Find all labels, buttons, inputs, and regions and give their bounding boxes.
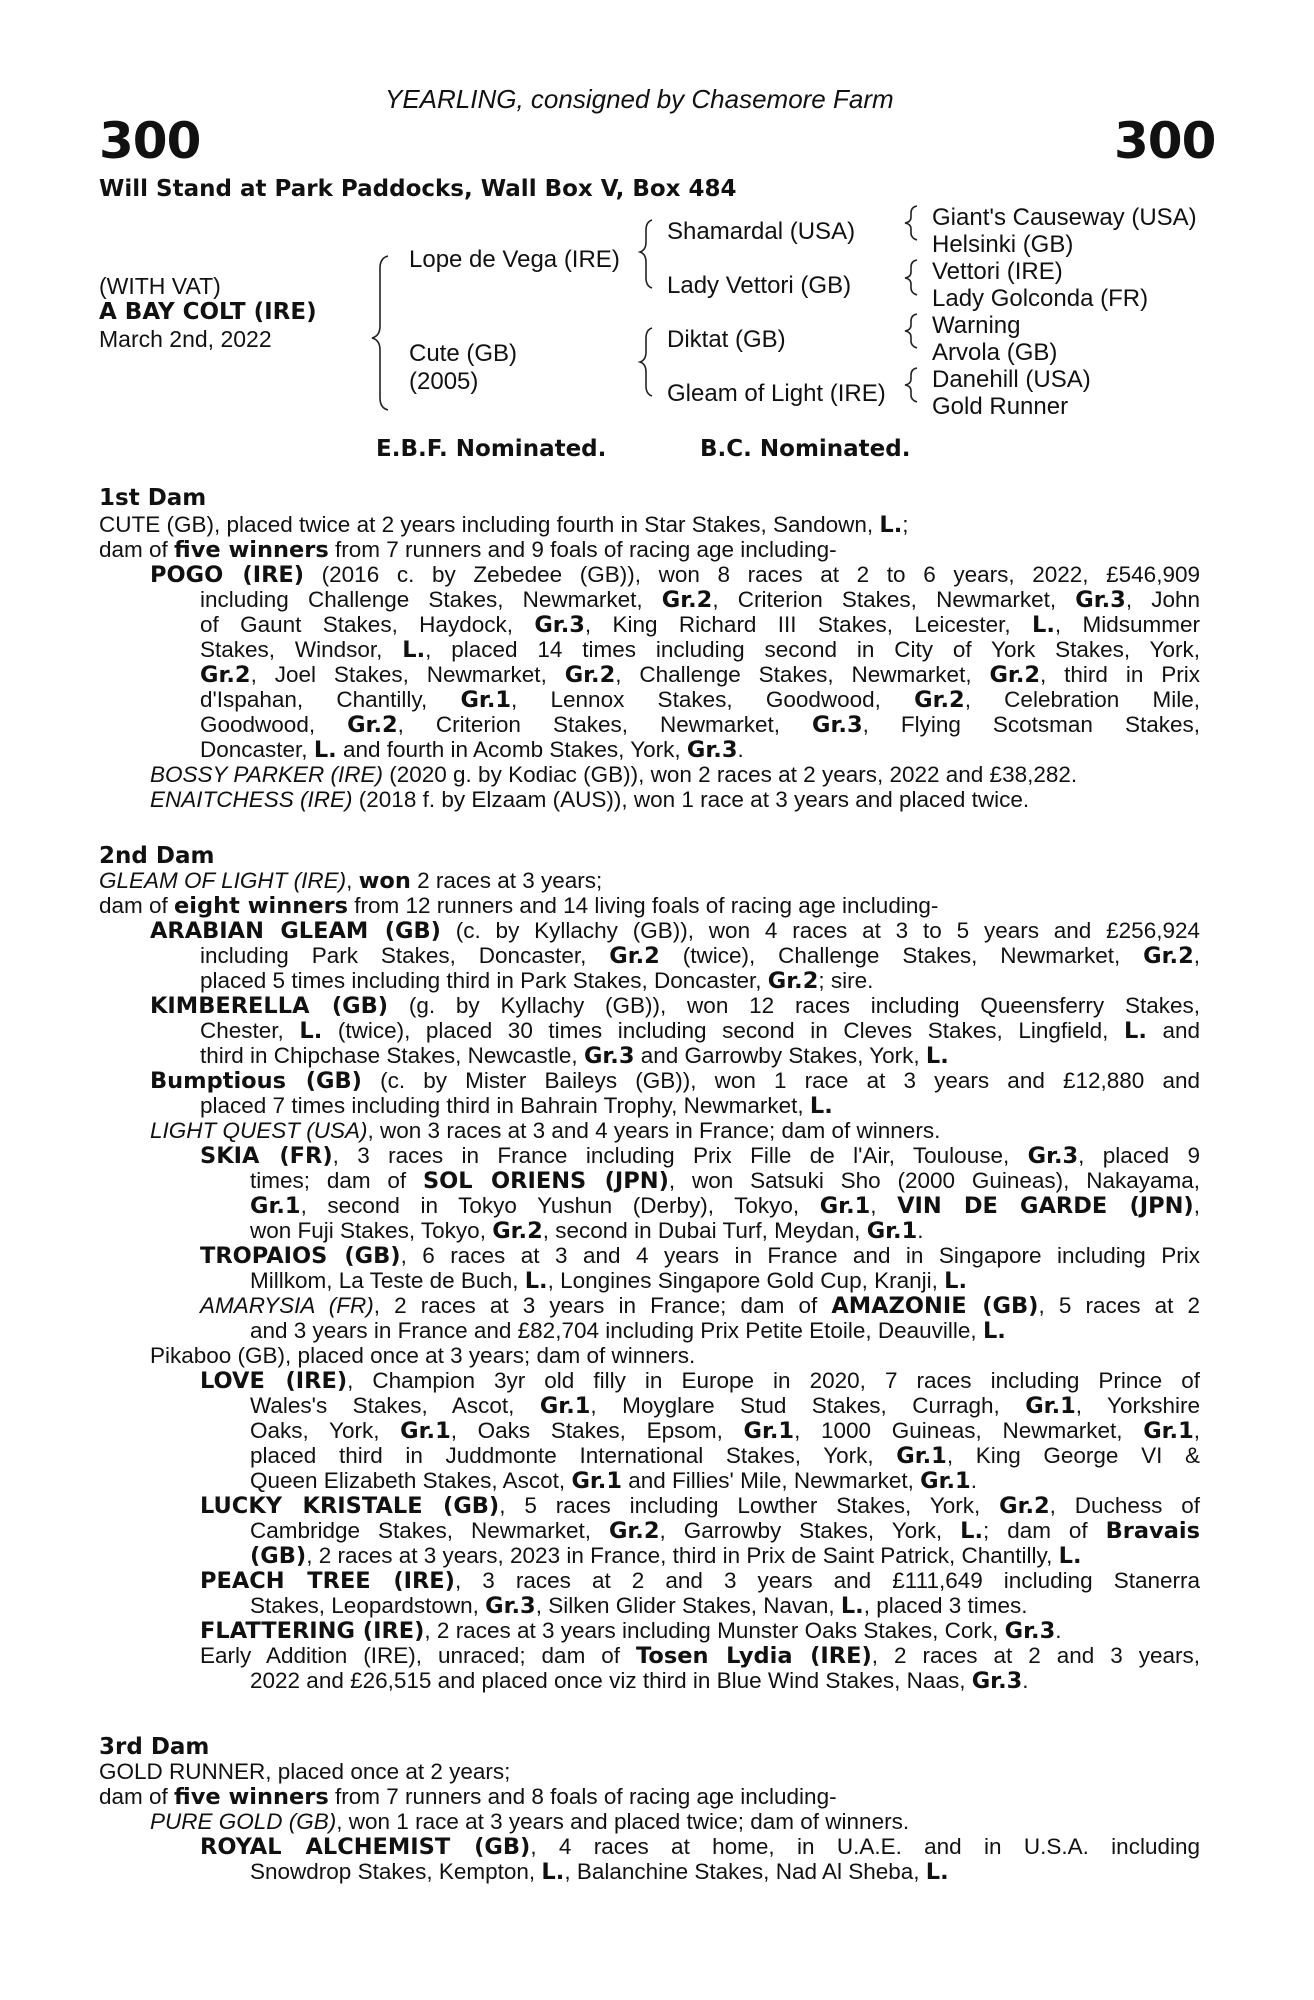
line-segment: . (737, 737, 744, 762)
body-line (250, 1543, 1082, 1570)
section-title-2nd-dam: 2nd Dam (99, 843, 215, 869)
line-segment: LIGHT QUEST (USA) (150, 1118, 368, 1143)
line-segment: , Silken Glider Stakes, Navan, (535, 1593, 841, 1618)
body-line (150, 1068, 1200, 1095)
line-segment: Gr.3 (1004, 1618, 1056, 1644)
line-segment: from 7 runners and 9 foals of racing age including- (328, 537, 837, 562)
line-segment: Gr.1 (539, 1393, 591, 1419)
body-line (200, 737, 744, 764)
line-segment: , (1193, 1418, 1201, 1443)
line-segment: ; dam of (983, 1518, 1106, 1543)
body-line (200, 712, 1200, 739)
line-segment: , Flying Scotsman Stakes, (862, 712, 1200, 737)
line-segment: L. (809, 1093, 833, 1119)
line-segment: ; sire. (818, 968, 874, 993)
body-line (150, 993, 1200, 1020)
line-segment: L. (402, 637, 426, 663)
line-segment: Gr.2 (608, 1518, 660, 1544)
pedigree-ggp-8: Gold Runner (932, 393, 1069, 420)
lot-number-right: 300 (1114, 112, 1216, 170)
line-segment: Gr.3 (1075, 587, 1126, 613)
line-segment: won Fuji Stakes, Tokyo, (250, 1218, 493, 1243)
line-segment: Gr.2 (609, 943, 660, 969)
line-segment: including Park Stakes, Doncaster, (200, 943, 610, 968)
body-line (200, 587, 1200, 614)
line-segment: Bumptious (GB) (150, 1068, 362, 1094)
line-segment: Gr.3 (534, 612, 585, 638)
line-segment: L. (982, 1318, 1006, 1344)
line-segment: (2020 g. by Kodiac (GB)), won 2 races at 2 years, 2022 and £38,282. (382, 762, 1078, 787)
body-line (150, 762, 1077, 788)
line-segment: L. (925, 1859, 949, 1885)
line-segment: Gr.1 (920, 1468, 971, 1494)
body-line (150, 1343, 695, 1369)
line-segment: Gr.1 (1025, 1393, 1076, 1419)
line-segment: Gr.3 (812, 712, 863, 738)
line-segment: Millkom, La Teste de Buch, (250, 1268, 525, 1293)
line-segment: , John (1125, 587, 1200, 612)
line-segment: (2018 f. by Elzaam (AUS)), won 1 race at 3 years and placed twice. (352, 787, 1030, 812)
body-line (250, 1859, 949, 1886)
body-line (200, 943, 1200, 970)
body-line (250, 1418, 1200, 1445)
line-segment: Gr.2 (492, 1218, 543, 1244)
ggp-brace-1 (905, 206, 917, 240)
line-segment: eight winners (174, 893, 349, 919)
body-line (250, 1593, 1028, 1620)
body-line (200, 1568, 1200, 1595)
line-segment: and 3 years in France and £82,704 including Prix Petite Etoile, Deauville, (250, 1318, 983, 1343)
line-segment: L. (313, 737, 337, 763)
line-segment: Snowdrop Stakes, Kempton, (250, 1859, 542, 1884)
body-line (250, 1193, 1200, 1220)
line-segment: Stakes, Windsor, (200, 637, 403, 662)
line-segment: CUTE (GB), placed twice at 2 years including fourth in Star Stakes, Sandown, (99, 512, 880, 537)
section-title-1st-dam: 1st Dam (99, 485, 207, 511)
line-segment: Gr.1 (460, 687, 512, 713)
line-segment: AMAZONIE (GB) (831, 1293, 1039, 1319)
line-segment: ARABIAN GLEAM (GB) (150, 918, 441, 944)
line-segment: placed 7 times including third in Bahrain Trophy, Newmarket, (200, 1093, 810, 1118)
line-segment: L. (960, 1518, 983, 1544)
line-segment: third in Chipchase Stakes, Newcastle, (200, 1043, 584, 1068)
line-segment: Gr.3 (485, 1593, 536, 1619)
line-segment: five winners (174, 1784, 329, 1810)
line-segment: POGO (IRE) (150, 562, 305, 588)
line-segment: , Criterion Stakes, Newmarket, (397, 712, 813, 737)
pedigree-ggp-6: Arvola (GB) (932, 339, 1058, 366)
pedigree-dam-sire: Diktat (GB) (667, 326, 786, 353)
line-segment: L. (1058, 1543, 1082, 1569)
line-segment: , (870, 1193, 898, 1218)
line-segment: , placed 9 (1078, 1143, 1200, 1168)
line-segment: including Challenge Stakes, Newmarket, (200, 587, 662, 612)
line-segment: (g. by Kyllachy (GB)), won 12 races including Queensferry Stakes, (388, 993, 1200, 1018)
body-line (250, 1393, 1200, 1420)
line-segment: , King George VI & (946, 1443, 1200, 1468)
line-segment: . (970, 1468, 977, 1493)
line-segment: PEACH TREE (IRE) (200, 1568, 455, 1594)
body-line (200, 1143, 1200, 1170)
body-line (99, 893, 938, 920)
line-segment: , third in Prix (1040, 662, 1200, 687)
line-segment: and Garrowby Stakes, York, (634, 1043, 926, 1068)
body-line (150, 562, 1200, 589)
body-line (200, 1243, 1200, 1270)
line-segment: Gr.1 (1143, 1418, 1194, 1444)
page-subtitle: YEARLING, consigned by Chasemore Farm (385, 84, 894, 114)
sire-brace (640, 220, 652, 288)
line-segment: Gr.1 (743, 1418, 795, 1444)
line-segment: won (358, 868, 411, 894)
line-segment: BOSSY PARKER (IRE) (150, 762, 383, 787)
line-segment: , Yorkshire (1075, 1393, 1201, 1418)
line-segment: , second in Tokyo Yushun (Derby), Tokyo, (300, 1193, 820, 1218)
line-segment: and (1146, 1018, 1200, 1043)
pedigree-ggp-5: Warning (932, 312, 1021, 339)
line-segment: , Criterion Stakes, Newmarket, (712, 587, 1076, 612)
line-segment: , 3 races at 2 and 3 years and £111,649 including Stanerra (454, 1568, 1200, 1593)
line-segment: Gr.2 (661, 587, 713, 613)
line-segment: Cambridge Stakes, Newmarket, (250, 1518, 609, 1543)
line-segment: , Lennox Stakes, Goodwood, (511, 687, 915, 712)
body-line (250, 1218, 924, 1245)
pedigree-ggp-2: Helsinki (GB) (932, 231, 1074, 258)
body-line (200, 1618, 1062, 1645)
line-segment: (twice), placed 30 times including second in Cleves Stakes, Lingfield, (322, 1018, 1124, 1043)
line-segment: , 4 races at home, in U.A.E. and in U.S.A. including (530, 1834, 1200, 1859)
line-segment: L. (524, 1268, 548, 1294)
line-segment: , placed 3 times. (863, 1593, 1028, 1618)
body-line (200, 968, 873, 995)
line-segment: from 12 runners and 14 living foals of racing age including- (348, 893, 939, 918)
line-segment: Early Addition (IRE), unraced; dam of (200, 1643, 637, 1668)
body-line (150, 787, 1029, 813)
line-segment: L. (944, 1268, 967, 1294)
line-segment: from 7 runners and 8 foals of racing age including- (328, 1784, 837, 1809)
line-segment: . (1055, 1618, 1062, 1643)
line-segment: L. (925, 1043, 949, 1069)
line-segment: (GB) (250, 1543, 307, 1569)
line-segment: Gr.3 (971, 1668, 1023, 1694)
body-line (200, 1368, 1200, 1395)
body-line (200, 1834, 1200, 1861)
line-segment: , won 3 races at 3 and 4 years in France; dam of winners. (367, 1118, 941, 1143)
line-segment: Gr.2 (564, 662, 616, 688)
line-segment: dam of (99, 893, 175, 918)
line-segment: (twice), Challenge Stakes, Newmarket, (659, 943, 1144, 968)
line-segment: Gr.2 (989, 662, 1041, 688)
body-line (99, 868, 602, 895)
dam-brace (640, 328, 652, 396)
line-segment: , Moyglare Stud Stakes, Curragh, (590, 1393, 1026, 1418)
line-segment: of Gaunt Stakes, Haydock, (200, 612, 535, 637)
line-segment: , Balanchine Stakes, Nad Al Sheba, (564, 1859, 926, 1884)
line-segment: L. (541, 1859, 565, 1885)
line-segment: , (1193, 943, 1200, 968)
line-segment: , 2 races at 3 years in France; dam of (373, 1293, 832, 1318)
line-segment: SKIA (FR) (200, 1143, 333, 1169)
line-segment: ROYAL ALCHEMIST (GB) (200, 1834, 531, 1860)
line-segment: Wales's Stakes, Ascot, (250, 1393, 540, 1418)
line-segment: Gr.2 (999, 1493, 1050, 1519)
line-segment: and Fillies' Mile, Newmarket, (622, 1468, 921, 1493)
line-segment: , Longines Singapore Gold Cup, Kranji, (547, 1268, 945, 1293)
line-segment: . (1022, 1668, 1029, 1693)
line-segment: Gr.2 (767, 968, 819, 994)
body-line (250, 1318, 1006, 1345)
bc-nomination: B.C. Nominated. (700, 436, 911, 462)
line-segment: Chester, (200, 1018, 300, 1043)
line-segment: Gr.1 (819, 1193, 871, 1219)
line-segment: , placed 14 times including second in City of York Stakes, York, (425, 637, 1200, 662)
line-segment: Queen Elizabeth Stakes, Ascot, (250, 1468, 572, 1493)
line-segment: AMARYSIA (FR) (200, 1293, 374, 1318)
line-segment: Stakes, Leopardstown, (250, 1593, 486, 1618)
line-segment: LOVE (IRE) (200, 1368, 348, 1394)
line-segment: Gr.1 (400, 1418, 451, 1444)
line-segment: Pikaboo (GB), placed once at 3 years; dam of winners. (150, 1343, 696, 1368)
line-segment: 2022 and £26,515 and placed once viz third in Blue Wind Stakes, Naas, (250, 1668, 972, 1693)
line-segment: Oaks, York, (250, 1418, 401, 1443)
body-line (200, 637, 1200, 664)
body-line (250, 1668, 1029, 1695)
line-segment: , (1193, 1193, 1200, 1218)
line-segment: and fourth in Acomb Stakes, York, (336, 737, 687, 762)
body-line (200, 662, 1200, 689)
line-segment: , Joel Stakes, Newmarket, (250, 662, 565, 687)
ggp-brace-4 (905, 368, 917, 402)
line-segment: L. (299, 1018, 323, 1044)
line-segment: KIMBERELLA (GB) (150, 993, 389, 1019)
horse-name: A BAY COLT (IRE) (99, 299, 317, 325)
main-brace (372, 256, 388, 410)
pedigree-sire-dam: Lady Vettori (GB) (667, 272, 852, 299)
body-line (99, 1784, 837, 1811)
line-segment: LUCKY KRISTALE (GB) (200, 1493, 500, 1519)
body-line (250, 1518, 1200, 1545)
line-segment: , Champion 3yr old filly in Europe in 2020, 7 races including Prince of (347, 1368, 1201, 1393)
line-segment: , 2 races at 3 years including Munster Oaks Stakes, Cork, (424, 1618, 1005, 1643)
ebf-nomination: E.B.F. Nominated. (376, 436, 607, 462)
ggp-brace-2 (905, 260, 917, 295)
body-line (200, 1493, 1200, 1520)
line-segment: , Celebration Mile, (964, 687, 1200, 712)
line-segment: TROPAIOS (GB) (200, 1243, 401, 1269)
section-title-3rd-dam: 3rd Dam (99, 1734, 210, 1760)
body-line (200, 1043, 949, 1070)
line-segment: Tosen Lydia (IRE) (636, 1643, 872, 1669)
line-segment: L. (1032, 612, 1055, 638)
body-line (250, 1268, 967, 1295)
line-segment: , 6 races at 3 and 4 years in France and in Singapore including Prix (400, 1243, 1200, 1268)
pedigree-dam-year: (2005) (409, 368, 479, 395)
line-segment: , 2 races at 3 years, 2023 in France, third in Prix de Saint Patrick, Chantilly, (306, 1543, 1059, 1568)
line-segment: L. (1123, 1018, 1147, 1044)
line-segment: ; (902, 512, 909, 537)
body-line (250, 1468, 977, 1495)
pedigree-ggp-3: Vettori (IRE) (932, 258, 1063, 285)
line-segment: placed 5 times including third in Park Stakes, Doncaster, (200, 968, 768, 993)
line-segment: 2 races at 3 years; (410, 868, 603, 893)
line-segment: Gr.1 (866, 1218, 918, 1244)
line-segment: Gr.2 (914, 687, 965, 713)
line-segment: Gr.2 (1143, 943, 1194, 969)
pedigree-sire: Lope de Vega (IRE) (409, 246, 620, 273)
line-segment: (c. by Mister Baileys (GB)), won 1 race at 3 years and £12,880 and (361, 1068, 1200, 1093)
line-segment: , Oaks Stakes, Epsom, (450, 1418, 744, 1443)
line-segment: SOL ORIENS (JPN) (422, 1168, 669, 1194)
line-segment: . (917, 1218, 924, 1243)
line-segment: ENAITCHESS (IRE) (150, 787, 353, 812)
pedigree-sire-sire: Shamardal (USA) (667, 218, 856, 245)
line-segment: Gr.1 (250, 1193, 301, 1219)
line-segment: Gr.3 (686, 737, 738, 763)
line-segment: , Challenge Stakes, Newmarket, (615, 662, 990, 687)
line-segment: Bravais (1105, 1518, 1200, 1544)
pedigree-ggp-7: Danehill (USA) (932, 366, 1091, 393)
line-segment: dam of (99, 1784, 175, 1809)
body-line (99, 512, 909, 539)
body-line (250, 1168, 1200, 1195)
line-segment: (2016 c. by Zebedee (GB)), won 8 races at 2 to 6 years, 2022, £546,909 (304, 562, 1200, 587)
horse-dob: March 2nd, 2022 (99, 326, 272, 352)
line-segment: , 5 races at 2 (1038, 1293, 1201, 1318)
pedigree-ggp-4: Lady Golconda (FR) (932, 285, 1149, 312)
body-line (150, 1118, 940, 1144)
line-segment: Doncaster, (200, 737, 314, 762)
line-segment: Gr.3 (583, 1043, 635, 1069)
pedigree-dam-dam: Gleam of Light (IRE) (667, 380, 886, 407)
line-segment: five winners (174, 537, 329, 563)
line-segment: FLATTERING (IRE) (200, 1618, 425, 1644)
body-line (200, 1643, 1200, 1670)
line-segment: , 2 races at 2 and 3 years, (871, 1643, 1200, 1668)
body-line (200, 1293, 1200, 1320)
body-line (99, 1759, 510, 1785)
line-segment: Gr.2 (200, 662, 251, 688)
line-segment: , (346, 868, 359, 893)
line-segment: , won Satsuki Sho (2000 Guineas), Nakayama, (668, 1168, 1201, 1193)
line-segment: L. (879, 512, 903, 538)
line-segment: L. (840, 1593, 864, 1619)
line-segment: times; dam of (250, 1168, 423, 1193)
line-segment: , won 1 race at 3 years and placed twice; dam of winners. (336, 1809, 910, 1834)
line-segment: (c. by Kyllachy (GB)), won 4 races at 3 to 5 years and £256,924 (440, 918, 1200, 943)
line-segment: Gr.1 (896, 1443, 947, 1469)
pedigree-ggp-1: Giant's Causeway (USA) (932, 204, 1197, 231)
line-segment: dam of (99, 537, 175, 562)
vat-note: (WITH VAT) (99, 273, 221, 299)
line-segment: d'Ispahan, Chantilly, (200, 687, 461, 712)
body-line (150, 918, 1200, 945)
line-segment: GOLD RUNNER, placed once at 2 years; (99, 1759, 511, 1784)
line-segment: placed third in Juddmonte International Stakes, York, (250, 1443, 897, 1468)
body-line (200, 612, 1200, 639)
ggp-brace-3 (905, 314, 917, 348)
pedigree-dam: Cute (GB) (409, 340, 518, 367)
lot-number-left: 300 (99, 112, 201, 170)
body-line (200, 1093, 833, 1120)
body-line (150, 1809, 909, 1835)
line-segment: GLEAM OF LIGHT (IRE) (99, 868, 347, 893)
line-segment: , Duchess of (1049, 1493, 1200, 1518)
line-segment: , 3 races in France including Prix Fille de l'Air, Toulouse, (332, 1143, 1028, 1168)
line-segment: , second in Dubai Turf, Meydan, (542, 1218, 867, 1243)
line-segment: Gr.1 (571, 1468, 623, 1494)
line-segment: , 1000 Guineas, Newmarket, (794, 1418, 1144, 1443)
body-line (200, 687, 1200, 714)
line-segment: VIN DE GARDE (JPN) (897, 1193, 1194, 1219)
body-line (99, 537, 837, 564)
body-line (200, 1018, 1200, 1045)
line-segment: , Garrowby Stakes, York, (659, 1518, 961, 1543)
line-segment: PURE GOLD (GB) (150, 1809, 337, 1834)
line-segment: , King Richard III Stakes, Leicester, (584, 612, 1032, 637)
body-line (250, 1443, 1200, 1470)
line-segment: Gr.3 (1027, 1143, 1079, 1169)
stand-location: Will Stand at Park Paddocks, Wall Box V, Box 484 (99, 176, 737, 202)
line-segment: Goodwood, (200, 712, 348, 737)
line-segment: , Midsummer (1054, 612, 1201, 637)
line-segment: Gr.2 (347, 712, 398, 738)
line-segment: , 5 races including Lowther Stakes, York, (499, 1493, 1000, 1518)
